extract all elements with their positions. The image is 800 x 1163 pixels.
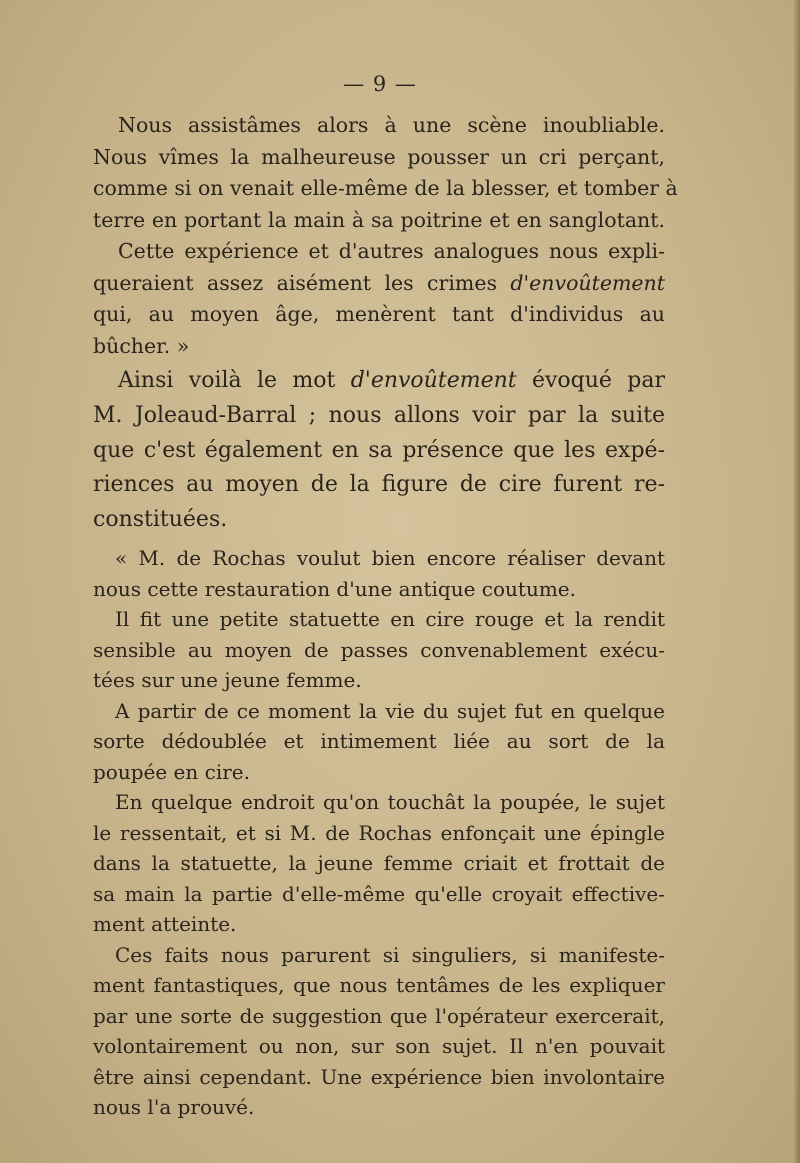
- text-line: En quelque endroit qu'on touchât la poupée, le sujet: [115, 790, 665, 814]
- text-line: sorte dédoublée et intimement liée au sort de la: [93, 729, 665, 753]
- text-line: ment fantastiques, que nous tentâmes de les expliquer: [93, 973, 665, 997]
- text-line: volontairement ou non, sur son sujet. Il n'en pouvait: [93, 1034, 665, 1058]
- text-line: Ainsi voilà le mot d'envoûtement évoqué par: [118, 368, 665, 393]
- text-line: M. Joleaud-Barral ; nous allons voir par la suite: [93, 402, 665, 428]
- text-line: qui, au moyen âge, menèrent tant d'individus au: [93, 302, 665, 326]
- text-line: queraient assez aisément les crimes d'envoûtement: [93, 270, 665, 295]
- text-line: ment atteinte.: [93, 912, 237, 936]
- text-line: nous cette restauration d'une antique coutume.: [93, 576, 576, 601]
- text-line: sensible au moyen de passes convenablement exécu-: [93, 637, 665, 662]
- text-line: sa main la partie d'elle-même qu'elle croyait effective-: [93, 881, 665, 906]
- text-line: « M. de Rochas voulut bien encore réaliser devant: [115, 546, 665, 570]
- italic-term: d'envoûtement: [510, 270, 665, 295]
- page-edge: [794, 0, 800, 1163]
- text-line: riences au moyen de la figure de cire furent re-: [93, 472, 665, 498]
- text-line: tées sur une jeune femme.: [93, 668, 362, 692]
- text-line: être ainsi cependant. Une expérience bien involontaire: [93, 1064, 665, 1089]
- text-line: terre en portant la main à sa poitrine et en sanglotant.: [93, 207, 665, 232]
- text-line: nous l'a prouvé.: [93, 1095, 255, 1119]
- text-line: comme si on venait elle-même de la blesser, et tomber à: [93, 176, 678, 200]
- text-line: Cette expérience et d'autres analogues nous expli-: [118, 239, 665, 263]
- text-line: Ces faits nous parurent si singuliers, si manifeste-: [115, 942, 665, 967]
- text-line: dans la statuette, la jeune femme criait et frottait de: [93, 851, 665, 875]
- text-line: Nous assistâmes alors à une scène inoubliable.: [118, 113, 665, 137]
- paragraph-block-quote: [93, 543, 665, 1123]
- text-line: poupée en cire.: [93, 759, 250, 784]
- text-line: par une sorte de suggestion que l'opérateur exercerait,: [93, 1003, 665, 1028]
- text-line: Nous vîmes la malheureuse pousser un cri perçant,: [93, 144, 665, 169]
- text-line: que c'est également en sa présence que les expé-: [93, 437, 665, 463]
- text-line: constituées.: [93, 507, 228, 533]
- italic-term: d'envoûtement: [350, 368, 517, 393]
- text-line: Il fit une petite statuette en cire rouge et la rendit: [115, 607, 665, 631]
- text-line: le ressentait, et si M. de Rochas enfonçait une épingle: [93, 820, 665, 845]
- text-line: bûcher. »: [93, 333, 190, 358]
- page-number: — 9 —: [343, 72, 417, 96]
- paragraph-block-quote-end: [93, 110, 678, 362]
- paragraph-block-main: [93, 364, 665, 538]
- text-line: A partir de ce moment la vie du sujet fut en quelque: [115, 698, 665, 723]
